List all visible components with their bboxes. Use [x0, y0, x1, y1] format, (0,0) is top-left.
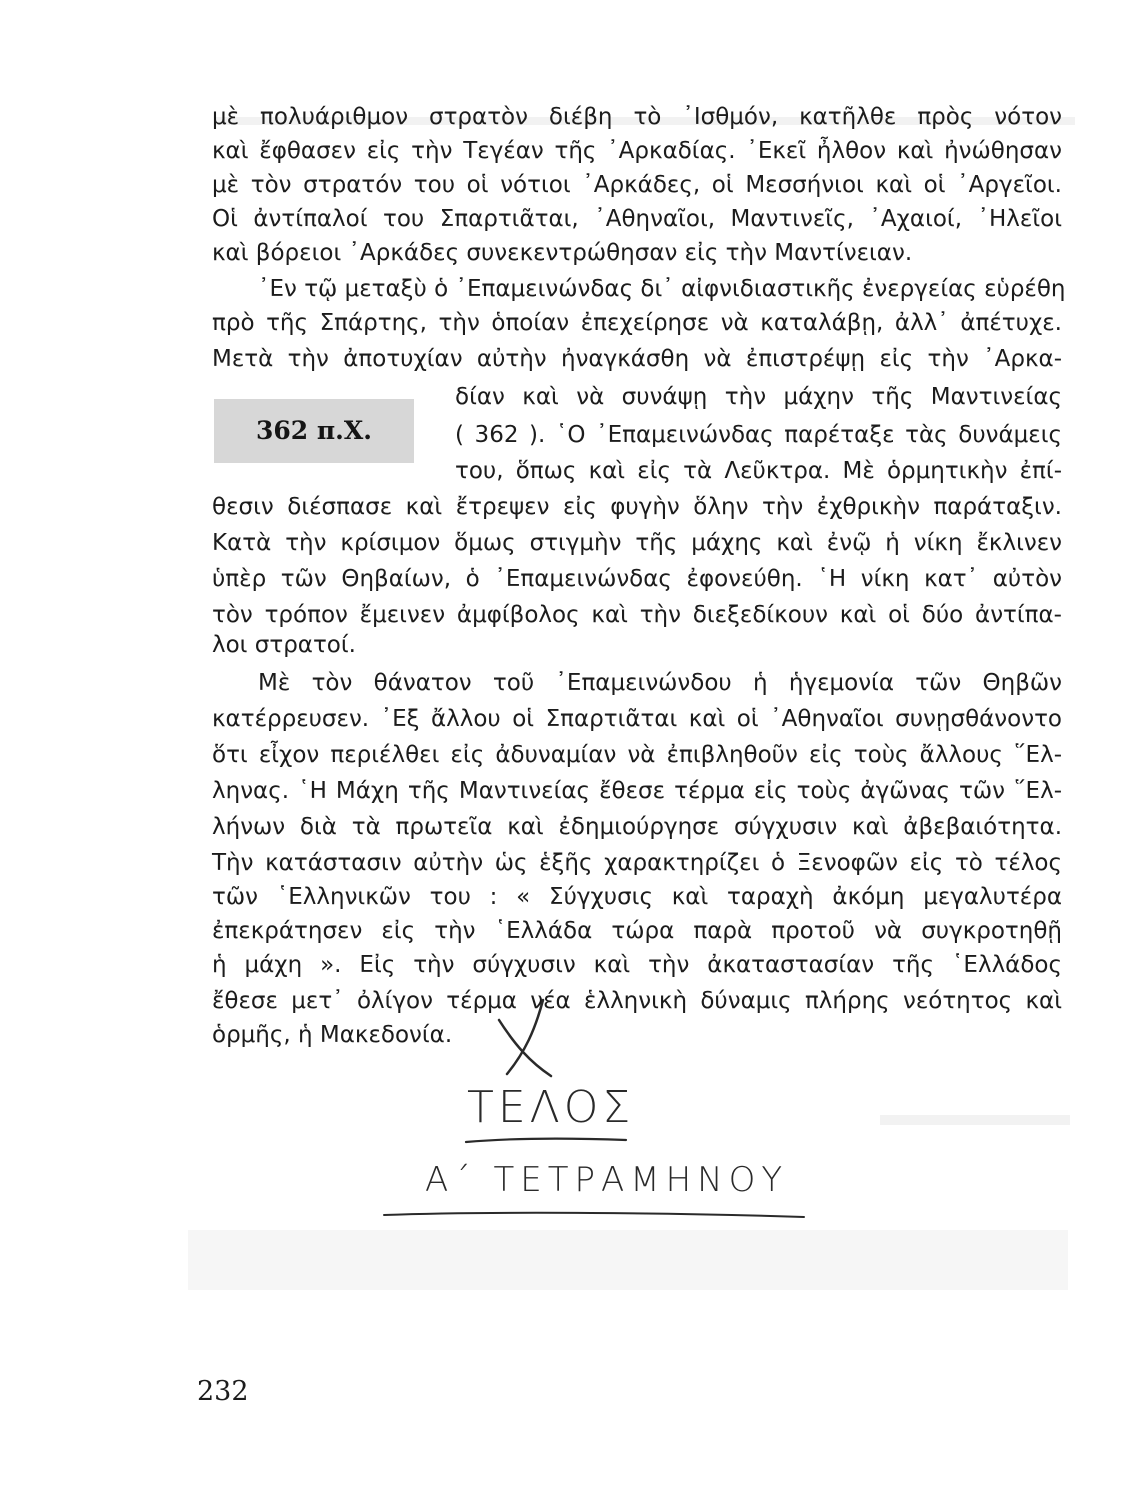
text-line: μὲ τὸν στρατόν του οἱ νότιοι ᾿Αρκάδες, οἱ Μεσσήνιοι καὶ οἱ ᾿Αργεῖοι. [212, 172, 1062, 198]
handwritten-quarter-note: Α΄ ΤΕΤΡΑΜΗΝΟΥ [425, 1160, 789, 1200]
text-line: κατέρρευσεν. ᾿Εξ ἄλλου οἱ Σπαρτιᾶται καὶ οἱ ᾿Αθηναῖοι συνῃσθάνοντο [212, 706, 1062, 732]
text-line: θεσιν διέσπασε καὶ ἔτρεψεν εἰς φυγὴν ὅλην τὴν ἐχθρικὴν παράταξιν. [212, 494, 1062, 520]
text-line: ( 362 ). ῾Ο ᾿Επαμεινώνδας παρέταξε τὰς δυνάμεις [455, 422, 1062, 448]
text-line: λήνων διὰ τὰ πρωτεῖα καὶ ἐδημιούργησε σύγχυσιν καὶ ἀβεβαιότητα. [212, 814, 1062, 840]
text-line: λοι στρατοί. [212, 632, 356, 658]
text-line: ὁρμῆς, ἡ Μακεδονία. [212, 1022, 453, 1048]
text-line: Μετὰ τὴν ἀποτυχίαν αὐτὴν ἠναγκάσθη νὰ ἐπιστρέψῃ εἰς τὴν ᾿Αρκα- [212, 346, 1062, 372]
text-line: πρὸ τῆς Σπάρτης, τὴν ὁποίαν ἐπεχείρησε νὰ καταλάβῃ, ἀλλ᾿ ἀπέτυχε. [212, 310, 1062, 336]
bleed-through-shadow [880, 1115, 1070, 1125]
text-line: ἡ μάχη ». Εἰς τὴν σύγχυσιν καὶ τὴν ἀκαταστασίαν τῆς ῾Ελλάδος [212, 952, 1062, 978]
text-line: μὲ πολυάριθμον στρατὸν διέβη τὸ ᾿Ισθμόν, κατῆλθε πρὸς νότον [212, 104, 1062, 130]
text-line: καὶ βόρειοι ᾿Αρκάδες συνεκεντρώθησαν εἰς τὴν Μαντίνειαν. [212, 240, 913, 266]
margin-date-label: 362 π.Χ. [214, 399, 414, 463]
text-line: ἔθεσε μετ᾿ ὀλίγον τέρμα νέα ἑλληνικὴ δύναμις πλήρης νεότητος καὶ [212, 988, 1062, 1014]
text-line: τῶν ῾Ελληνικῶν του : « Σύγχυσις καὶ ταραχὴ ἀκόμη μεγαλυτέρα [212, 884, 1062, 910]
text-line: Οἱ ἀντίπαλοί του Σπαρτιᾶται, ᾿Αθηναῖοι, Μαντινεῖς, ᾿Αχαιοί, ᾿Ηλεῖοι [212, 206, 1062, 232]
text-line: Κατὰ τὴν κρίσιμον ὅμως στιγμὴν τῆς μάχης καὶ ἐνῷ ἡ νίκη ἔκλινεν [212, 530, 1062, 556]
text-line: ὅτι εἶχον περιέλθει εἰς ἀδυναμίαν νὰ ἐπιβληθοῦν εἰς τοὺς ἄλλους ῞Ελ- [212, 742, 1062, 768]
text-line: ᾿Εν τῷ μεταξὺ ὁ ᾿Επαμεινώνδας δι᾿ αἰφνιδιαστικῆς ἐνεργείας εὑρέθη [258, 276, 1066, 302]
handwritten-cross-mark [485, 990, 565, 1080]
text-line: καὶ ἔφθασεν εἰς τὴν Τεγέαν τῆς ᾿Αρκαδίας. ᾿Εκεῖ ἦλθον καὶ ἠνώθησαν [212, 138, 1062, 164]
text-line: τὸν τρόπον ἔμεινεν ἀμφίβολος καὶ τὴν διεξεδίκουν καὶ οἱ δύο ἀντίπα- [212, 602, 1062, 628]
text-line: Τὴν κατάστασιν αὐτὴν ὡς ἑξῆς χαρακτηρίζει ὁ Ξενοφῶν εἰς τὸ τέλος [212, 850, 1062, 876]
handwritten-end-note: ΤΕΛΟΣ [467, 1082, 635, 1133]
text-line: ἐπεκράτησεν εἰς τὴν ῾Ελλάδα τώρα παρὰ προτοῦ νὰ συγκροτηθῇ [212, 918, 1062, 944]
text-line: δίαν καὶ νὰ συνάψῃ τὴν μάχην τῆς Μαντινείας [455, 384, 1062, 410]
handwritten-underline [462, 1132, 632, 1148]
bleed-through-shadow [188, 1230, 1068, 1290]
text-line: του, ὅπως καὶ εἰς τὰ Λεῦκτρα. Μὲ ὁρμητικὴν ἐπί- [455, 458, 1062, 484]
text-line: ὑπὲρ τῶν Θηβαίων, ὁ ᾿Επαμεινώνδας ἐφονεύθη. ῾Η νίκη κατ᾿ αὐτὸν [212, 566, 1062, 592]
page-number: 232 [197, 1376, 249, 1407]
handwritten-underline [380, 1207, 810, 1223]
text-line: ληνας. ῾Η Μάχη τῆς Μαντινείας ἔθεσε τέρμα εἰς τοὺς ἀγῶνας τῶν ῞Ελ- [212, 778, 1062, 804]
text-line: Μὲ τὸν θάνατον τοῦ ᾿Επαμεινώνδου ἡ ἡγεμονία τῶν Θηβῶν [258, 670, 1062, 696]
